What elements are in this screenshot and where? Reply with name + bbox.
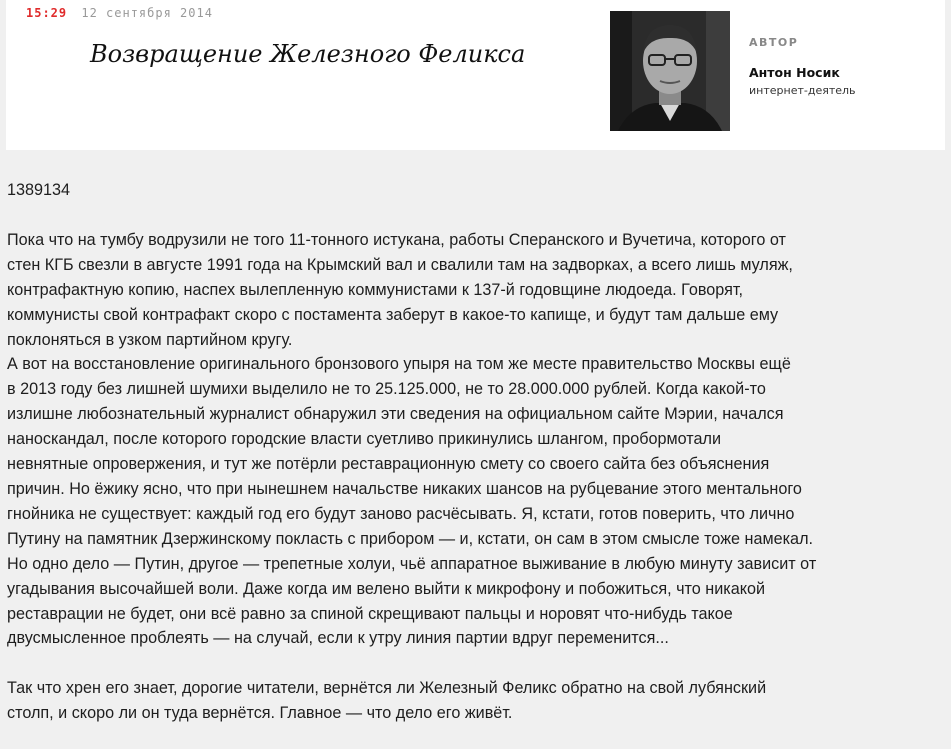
article-text-line: поклоняться в узком партийном кругу. [7,330,293,349]
article-text-line: невнятные опровержения, и тут же потёрли реставрационную смету со своего сайта без объяснения [7,455,770,474]
article-text-line: наноскандал, после которого городские власти суетливо прикинулись шлангом, пробормотали [7,430,721,449]
article-text-line: Пока что на тумбу водрузили не того 11-тонного истукана, работы Сперанского и Вучетича, которого от [7,230,786,249]
article-text-line: Но одно дело — Путин, другое — трепетные холуи, чьё аппаратное выживание в любую минуту зависит от [7,554,817,573]
article-text-line: А вот на восстановление оригинального бронзового упыря на том же месте правительство Москвы ещё [7,355,791,374]
article-text-line: Так что хрен его знает, дорогие читатели, вернётся ли Железный Феликс обратно на свой лубянский [7,679,767,698]
article-body [7,178,947,726]
article-title: Возвращение Железного Феликса [90,40,526,68]
article-text-line: стен КГБ свезли в августе 1991 года на Крымский вал и свалили там на задворках, а всего лишь муляж, [7,255,793,274]
author-portrait-image [610,11,730,131]
author-role: интернет-деятель [749,84,856,97]
publish-time: 15:29 [26,6,68,20]
article-paragraph-main [7,228,947,651]
article-header [6,0,945,150]
author-info [749,36,856,97]
article-text-line: в 2013 году без лишней шумихи выделило не то 25.125.000, не то 28.000.000 рублей. Когда какой-то [7,380,766,399]
publish-meta [26,6,213,20]
author-name-link[interactable]: Антон Носик [749,65,840,80]
author-photo[interactable] [610,11,730,131]
article-text-line: излишне любознательный журналист обнаружил эти сведения на официальном сайте Мэрии, начался [7,405,784,424]
article-text-line: угадывания высочайшей воли. Даже когда им велено выйти к микрофону и побожиться, что никакой [7,579,766,598]
article-text-line: реставрации не будет, они всё равно за спиной скрещивают пальцы и норовят что-нибудь такое [7,604,733,623]
article-id-line: 1389134 [7,181,71,199]
article-text-line: коммунисты свой контрафакт скоро с постамента заберут в какое-то капище, и будут там дальше ему [7,305,779,324]
article-text-line: двусмысленное проблеять — на случай, если к утру линия партии вдруг переменится... [7,629,669,648]
article-text-line: причин. Но ёжику ясно, что при нынешнем начальстве никаких шансов на рубцевание этого ментального [7,479,802,498]
article-text-line: столп, и скоро ли он туда вернётся. Главное — что дело его живёт. [7,704,513,723]
publish-date: 12 сентября 2014 [81,6,213,20]
article-paragraph-closing [7,676,947,726]
author-label: АВТОР [749,36,799,49]
article-text-line: контрафактную копию, наспех вылепленную коммунистами к 137-й годовщине людоеда. Говорят, [7,280,743,299]
article-text-line: гнойника не существует: каждый год его будут заново расчёсывать. Я, кстати, готов поверить, что лично [7,504,795,523]
article-text-line: Путину на памятник Дзержинскому покласть с прибором — и, кстати, он сам в этом смысле тоже намекал. [7,529,814,548]
